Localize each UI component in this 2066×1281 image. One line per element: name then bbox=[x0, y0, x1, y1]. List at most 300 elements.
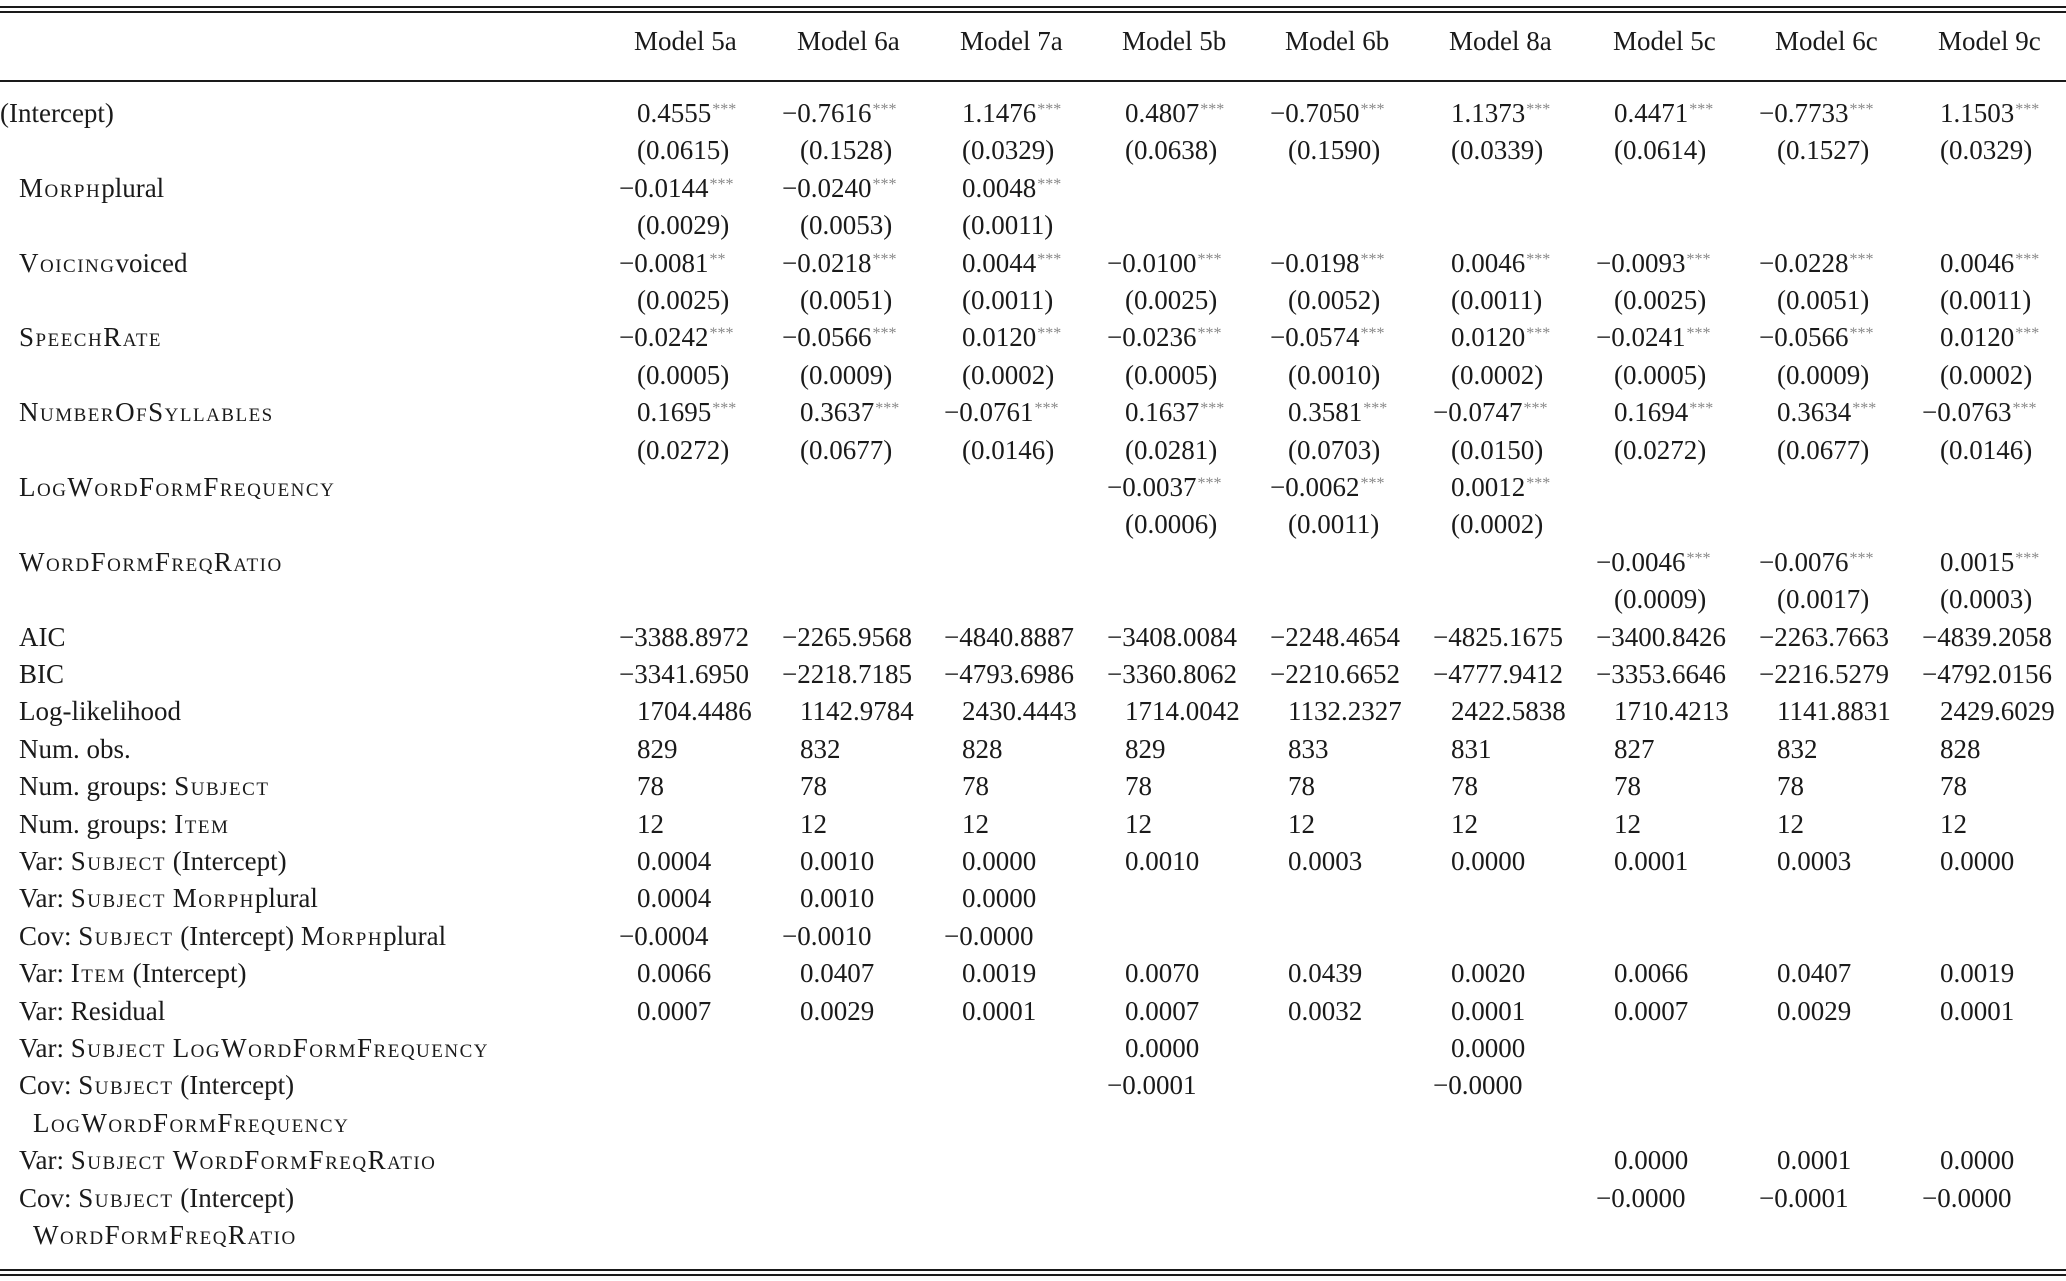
table-row-loglik bbox=[0, 696, 2066, 733]
cell-value: (0.0053) bbox=[800, 210, 893, 241]
table-cell bbox=[1596, 547, 1710, 578]
cell-value: (0.0614) bbox=[1614, 135, 1707, 166]
cell-value: −0.7733 bbox=[1759, 98, 1849, 128]
cell-value: 0.0001 bbox=[962, 995, 1037, 1026]
significance-stars: *** bbox=[1037, 175, 1062, 193]
cell-value: 1714.0042 bbox=[1125, 696, 1240, 727]
table-cell bbox=[1614, 696, 1729, 727]
cell-value: (0.0005) bbox=[1125, 359, 1218, 390]
cell-value: 0.0004 bbox=[637, 846, 712, 876]
row-label: Num. obs. bbox=[19, 733, 131, 764]
table-cell bbox=[800, 809, 827, 840]
table-cell bbox=[1451, 472, 1550, 503]
variable-name: Item bbox=[70, 958, 126, 989]
table-cell bbox=[1614, 435, 1706, 466]
cell-value: (0.0011) bbox=[1940, 285, 2032, 315]
table-cell bbox=[637, 285, 729, 316]
cell-value: (0.0051) bbox=[800, 285, 893, 315]
cell-value: 12 bbox=[1451, 808, 1478, 839]
significance-stars: *** bbox=[1037, 325, 1062, 343]
table-cell bbox=[1125, 435, 1217, 466]
table-row-cov-subj-ratio-cont bbox=[0, 1220, 2066, 1257]
significance-stars: *** bbox=[1526, 325, 1551, 343]
significance-stars: *** bbox=[2015, 250, 2040, 268]
table-cell bbox=[1107, 472, 1221, 503]
cell-value: 833 bbox=[1288, 733, 1329, 764]
column-header: Model 6b bbox=[1285, 26, 1390, 56]
table-cell bbox=[637, 958, 711, 989]
cell-value: −0.0242 bbox=[619, 322, 709, 353]
table-cell bbox=[800, 435, 892, 466]
variable-name: Subject bbox=[78, 920, 174, 951]
table-cell bbox=[637, 397, 736, 428]
table-cell bbox=[1777, 435, 1869, 466]
table-cell bbox=[800, 996, 874, 1027]
cell-value: 1132.2327 bbox=[1288, 696, 1402, 727]
cell-value: 78 bbox=[800, 771, 827, 802]
table-cell bbox=[962, 435, 1054, 466]
table-cell bbox=[800, 360, 892, 391]
table-cell bbox=[1125, 996, 1199, 1027]
cell-value: (0.0329) bbox=[962, 135, 1055, 166]
cell-value: 0.0012 bbox=[1451, 472, 1526, 502]
cell-value: 0.0007 bbox=[637, 995, 712, 1026]
cell-value: 0.0000 bbox=[1451, 1033, 1526, 1063]
label-text: Cov: bbox=[19, 1070, 79, 1101]
table-cell bbox=[1759, 322, 1873, 353]
table-cell bbox=[1614, 1145, 1688, 1176]
cell-value: −0.0000 bbox=[1433, 1070, 1523, 1101]
table-cell bbox=[1922, 622, 2052, 653]
header-rule bbox=[0, 80, 2066, 82]
cell-value: −0.0566 bbox=[782, 322, 872, 353]
cell-value: −0.0001 bbox=[1759, 1182, 1849, 1213]
table-cell bbox=[1777, 809, 1804, 840]
table-cell bbox=[1614, 958, 1688, 989]
cell-value: −4793.6986 bbox=[944, 659, 1074, 689]
cell-value: 0.3581 bbox=[1288, 397, 1363, 428]
cell-value: (0.0003) bbox=[1940, 584, 2033, 615]
top-rule-double bbox=[0, 11, 2066, 13]
cell-value: 0.0010 bbox=[1125, 846, 1200, 876]
cell-value: (0.0615) bbox=[637, 135, 730, 166]
variable-name: Subject bbox=[70, 1033, 166, 1063]
significance-stars: *** bbox=[1197, 250, 1222, 268]
significance-stars: *** bbox=[1523, 400, 1548, 418]
table-cell bbox=[619, 659, 749, 690]
table-cell bbox=[1125, 846, 1199, 877]
cell-value: (0.1527) bbox=[1777, 135, 1870, 166]
table-cell bbox=[962, 98, 1061, 129]
row-label bbox=[19, 397, 274, 428]
row-label: BIC bbox=[19, 659, 65, 689]
table-cell bbox=[1940, 696, 2055, 727]
table-cell bbox=[962, 210, 1053, 241]
cell-value: (0.0009) bbox=[1777, 359, 1870, 390]
table-cell bbox=[1125, 98, 1224, 129]
label-text: Var: bbox=[19, 1033, 71, 1063]
cell-value: 12 bbox=[1288, 808, 1315, 839]
cell-value: 78 bbox=[1125, 771, 1152, 802]
row-label bbox=[19, 472, 335, 503]
cell-value: −0.0566 bbox=[1759, 322, 1849, 353]
table-cell bbox=[1777, 584, 1869, 615]
table-cell bbox=[944, 397, 1058, 428]
table-cell bbox=[1777, 958, 1851, 989]
table-cell bbox=[782, 98, 896, 129]
cell-value: 0.0001 bbox=[1940, 995, 2015, 1026]
cell-value: (0.0006) bbox=[1125, 509, 1218, 540]
cell-value: −3341.6950 bbox=[619, 659, 749, 689]
variable-name: Voicing bbox=[19, 247, 116, 278]
cell-value: −0.0236 bbox=[1107, 322, 1197, 353]
row-label bbox=[19, 1070, 294, 1101]
table-row-bic bbox=[0, 659, 2066, 696]
variable-name: LogWordFormFrequency bbox=[172, 1033, 489, 1063]
table-cell bbox=[800, 958, 874, 989]
cell-value: −0.7616 bbox=[782, 98, 872, 128]
row-label bbox=[33, 1220, 297, 1251]
cell-value: −2263.7663 bbox=[1759, 621, 1889, 652]
cell-value: 0.0046 bbox=[1451, 247, 1526, 278]
cell-value: −0.0046 bbox=[1596, 546, 1686, 577]
table-cell bbox=[637, 734, 678, 765]
significance-stars: *** bbox=[1360, 250, 1385, 268]
table-cell bbox=[1433, 397, 1547, 428]
cell-value: 0.0007 bbox=[1125, 995, 1200, 1026]
table-cell bbox=[1940, 996, 2014, 1027]
table-cell bbox=[1288, 435, 1380, 466]
label-text: Num. groups: bbox=[19, 771, 175, 802]
cell-value: (0.1590) bbox=[1288, 135, 1381, 166]
cell-value: 0.0000 bbox=[962, 883, 1037, 914]
significance-stars: *** bbox=[1197, 475, 1222, 492]
table-row-groups-subject bbox=[0, 771, 2066, 808]
significance-stars: *** bbox=[1363, 400, 1388, 418]
table-cell bbox=[944, 622, 1074, 653]
table-row-intercept bbox=[0, 98, 2066, 135]
label-text: (Intercept) bbox=[173, 1070, 295, 1101]
cell-value: 0.0000 bbox=[1125, 1033, 1200, 1063]
cell-value: 828 bbox=[962, 733, 1003, 764]
significance-stars: *** bbox=[2015, 101, 2040, 118]
cell-value: 78 bbox=[1288, 771, 1315, 802]
table-cell bbox=[1451, 135, 1543, 166]
significance-stars: *** bbox=[1526, 101, 1551, 118]
table-cell bbox=[962, 248, 1061, 279]
table-row-syllables bbox=[0, 397, 2066, 434]
cell-value: 2429.6029 bbox=[1940, 696, 2055, 727]
column-header: Model 7a bbox=[960, 26, 1063, 56]
row-label bbox=[19, 1033, 489, 1064]
cell-value: 12 bbox=[962, 808, 989, 839]
table-cell bbox=[1777, 771, 1804, 802]
table-cell bbox=[800, 696, 914, 727]
cell-value: −0.0010 bbox=[782, 920, 872, 951]
cell-value: (0.0002) bbox=[1451, 509, 1544, 540]
table-cell bbox=[1777, 135, 1869, 166]
column-header: Model 6a bbox=[797, 26, 900, 56]
table-cell bbox=[1270, 322, 1384, 353]
table-cell bbox=[962, 883, 1036, 914]
significance-stars: *** bbox=[1686, 325, 1711, 343]
cell-value: 0.0066 bbox=[637, 958, 712, 989]
bottom-rule-double bbox=[0, 1274, 2066, 1276]
cell-value: (0.0052) bbox=[1288, 285, 1381, 315]
cell-value: 1704.4486 bbox=[637, 696, 752, 727]
row-label bbox=[19, 846, 287, 877]
significance-stars: *** bbox=[709, 175, 734, 193]
label-text: voiced bbox=[115, 247, 188, 278]
table-row-voicing-se bbox=[0, 285, 2066, 322]
table-cell bbox=[962, 360, 1054, 391]
cell-value: (0.0150) bbox=[1451, 434, 1544, 465]
table-row-logfreq bbox=[0, 472, 2066, 509]
table-cell bbox=[1451, 360, 1543, 391]
table-cell bbox=[1288, 958, 1362, 989]
table-cell bbox=[1288, 285, 1380, 316]
cell-value: −2216.5279 bbox=[1759, 659, 1889, 689]
cell-value: 831 bbox=[1451, 733, 1492, 764]
row-label: AIC bbox=[19, 621, 66, 652]
variable-name: Morph bbox=[300, 920, 384, 951]
table-cell bbox=[1596, 1183, 1685, 1214]
cell-value: (0.0025) bbox=[1125, 285, 1218, 315]
table-cell bbox=[1270, 98, 1384, 129]
cell-value: 827 bbox=[1614, 733, 1655, 764]
variable-name: Subject bbox=[70, 846, 166, 876]
table-cell bbox=[1940, 135, 2032, 166]
table-row-cov-subj-logfreq-cont bbox=[0, 1108, 2066, 1145]
variable-name: NumberOfSyllables bbox=[19, 397, 274, 428]
table-row-cov-subj-logfreq bbox=[0, 1070, 2066, 1107]
cell-value: (0.0703) bbox=[1288, 434, 1381, 465]
cell-value: (0.0011) bbox=[1288, 509, 1380, 540]
significance-stars: *** bbox=[709, 325, 734, 343]
table-cell bbox=[800, 135, 892, 166]
cell-value: 1.1503 bbox=[1940, 98, 2015, 128]
cell-value: 0.0407 bbox=[1777, 958, 1852, 989]
table-cell bbox=[1614, 996, 1688, 1027]
cell-value: 0.0001 bbox=[1451, 995, 1526, 1026]
cell-value: (0.0677) bbox=[1777, 434, 1870, 465]
significance-stars: *** bbox=[2012, 400, 2037, 418]
table-cell bbox=[1451, 958, 1525, 989]
table-cell bbox=[1614, 846, 1688, 877]
cell-value: 0.0003 bbox=[1288, 846, 1363, 876]
label-text bbox=[166, 1145, 173, 1175]
cell-value: 0.0000 bbox=[962, 846, 1037, 876]
cell-value: −3400.8426 bbox=[1596, 621, 1726, 652]
cell-value: 12 bbox=[800, 808, 827, 839]
table-cell bbox=[1596, 248, 1710, 279]
significance-stars: *** bbox=[1037, 101, 1062, 118]
cell-value: −0.0081 bbox=[619, 247, 709, 278]
significance-stars: *** bbox=[1034, 400, 1059, 418]
table-cell bbox=[1614, 135, 1706, 166]
table-row-var-residual bbox=[0, 996, 2066, 1033]
variable-name: Morph bbox=[19, 172, 102, 203]
cell-value: −0.0218 bbox=[782, 247, 872, 278]
cell-value: −3353.6646 bbox=[1596, 659, 1726, 689]
table-cell bbox=[1270, 472, 1384, 503]
variable-name: Subject bbox=[174, 771, 270, 802]
cell-value: 0.0070 bbox=[1125, 958, 1200, 989]
row-label bbox=[19, 1183, 294, 1214]
cell-value: 0.0003 bbox=[1777, 846, 1852, 876]
table-cell bbox=[962, 734, 1003, 765]
cell-value: 0.1637 bbox=[1125, 397, 1200, 428]
cell-value: 0.0020 bbox=[1451, 958, 1526, 989]
table-row-numobs bbox=[0, 734, 2066, 771]
significance-stars: *** bbox=[1360, 325, 1385, 343]
cell-value: −0.0761 bbox=[944, 397, 1034, 428]
label-text: Var: bbox=[19, 958, 71, 989]
table-cell bbox=[1614, 397, 1713, 428]
cell-value: (0.0146) bbox=[1940, 434, 2033, 465]
significance-stars: *** bbox=[2015, 325, 2040, 343]
cell-value: 0.0120 bbox=[1451, 322, 1526, 353]
cell-value: (0.0005) bbox=[637, 359, 730, 390]
table-cell bbox=[800, 771, 827, 802]
label-text bbox=[166, 1033, 173, 1063]
table-row-freqratio-se bbox=[0, 584, 2066, 621]
table-cell bbox=[1288, 771, 1315, 802]
table-cell bbox=[782, 322, 896, 353]
cell-value: −0.0100 bbox=[1107, 247, 1197, 278]
significance-stars: *** bbox=[712, 400, 737, 418]
cell-value: (0.0029) bbox=[637, 210, 730, 241]
label-text bbox=[166, 883, 173, 913]
row-label bbox=[19, 921, 446, 952]
cell-value: (0.0011) bbox=[1451, 285, 1543, 315]
table-cell bbox=[1940, 248, 2039, 279]
table-cell bbox=[619, 322, 733, 353]
cell-value: (0.0002) bbox=[1940, 359, 2033, 390]
cell-value: 0.0010 bbox=[800, 883, 875, 914]
significance-stars: *** bbox=[1852, 400, 1877, 418]
table-cell bbox=[637, 883, 711, 914]
cell-value: −0.0144 bbox=[619, 172, 709, 203]
table-cell bbox=[1107, 622, 1237, 653]
table-cell bbox=[1759, 659, 1889, 690]
table-cell bbox=[1614, 360, 1706, 391]
table-cell bbox=[1451, 435, 1543, 466]
table-cell bbox=[1451, 322, 1550, 353]
cell-value: (0.0329) bbox=[1940, 135, 2033, 166]
cell-value: (0.0272) bbox=[1614, 434, 1707, 465]
variable-name: Item bbox=[174, 808, 230, 839]
table-cell bbox=[619, 622, 749, 653]
cell-value: 12 bbox=[1614, 808, 1641, 839]
cell-value: 1.1476 bbox=[962, 98, 1037, 128]
table-row-var-item-int bbox=[0, 958, 2066, 995]
table-row-syllables-se bbox=[0, 435, 2066, 472]
cell-value: 0.0000 bbox=[1614, 1145, 1689, 1176]
table-cell bbox=[1125, 1033, 1199, 1064]
table-cell bbox=[962, 809, 989, 840]
cell-value: 0.0032 bbox=[1288, 995, 1363, 1026]
significance-stars: *** bbox=[872, 325, 897, 343]
cell-value: 0.0019 bbox=[1940, 958, 2015, 989]
table-cell bbox=[1777, 360, 1869, 391]
table-cell bbox=[1922, 1183, 2011, 1214]
row-label: Var: Residual bbox=[19, 995, 166, 1026]
table-cell bbox=[1759, 622, 1889, 653]
label-text: Cov: bbox=[19, 920, 79, 951]
cell-value: 1141.8831 bbox=[1777, 696, 1891, 727]
significance-stars: *** bbox=[1200, 400, 1225, 418]
table-cell bbox=[1451, 696, 1566, 727]
table-cell bbox=[1940, 322, 2039, 353]
significance-stars: *** bbox=[1849, 250, 1874, 268]
cell-value: (0.0005) bbox=[1614, 359, 1707, 390]
table-cell bbox=[782, 248, 896, 279]
cell-value: 829 bbox=[1125, 733, 1166, 764]
cell-value: −3360.8062 bbox=[1107, 659, 1237, 689]
table-cell bbox=[637, 696, 752, 727]
significance-stars: *** bbox=[1200, 101, 1225, 118]
row-label bbox=[19, 958, 247, 989]
cell-value: 0.0120 bbox=[1940, 322, 2015, 353]
table-row-var-subj-ratio bbox=[0, 1145, 2066, 1182]
cell-value: (0.0017) bbox=[1777, 584, 1870, 615]
significance-stars: *** bbox=[1526, 250, 1551, 268]
row-label bbox=[19, 1145, 436, 1176]
table-cell bbox=[1940, 809, 1967, 840]
significance-stars: *** bbox=[1360, 101, 1385, 118]
label-text: Var: bbox=[19, 883, 71, 914]
table-cell bbox=[1940, 360, 2032, 391]
cell-value: −4825.1675 bbox=[1433, 621, 1563, 652]
table-cell bbox=[1107, 248, 1221, 279]
cell-value: 78 bbox=[1451, 771, 1478, 802]
table-row-var-subj-int bbox=[0, 846, 2066, 883]
table-cell bbox=[637, 135, 729, 166]
row-label bbox=[19, 809, 229, 840]
table-cell bbox=[962, 173, 1061, 204]
table-cell bbox=[800, 210, 892, 241]
table-cell bbox=[637, 771, 664, 802]
cell-value: (0.0146) bbox=[962, 434, 1055, 465]
table-row-aic bbox=[0, 622, 2066, 659]
table-cell bbox=[1451, 734, 1492, 765]
cell-value: (0.0009) bbox=[800, 359, 893, 390]
table-row-speechrate bbox=[0, 322, 2066, 359]
row-label: (Intercept) bbox=[0, 98, 114, 128]
significance-stars: *** bbox=[875, 400, 900, 418]
table-cell bbox=[1125, 397, 1224, 428]
cell-value: (0.0002) bbox=[1451, 359, 1544, 390]
cell-value: −0.0001 bbox=[1107, 1070, 1197, 1101]
top-rule bbox=[0, 6, 2066, 8]
significance-stars: *** bbox=[2015, 549, 2040, 567]
table-cell bbox=[1288, 397, 1387, 428]
label-text: plural bbox=[101, 172, 165, 203]
table-cell bbox=[1614, 771, 1641, 802]
table-cell bbox=[782, 173, 896, 204]
cell-value: −4792.0156 bbox=[1922, 659, 2052, 689]
table-cell bbox=[1433, 622, 1563, 653]
significance-stars: *** bbox=[872, 101, 897, 118]
table-cell bbox=[1270, 659, 1400, 690]
cell-value: −0.0228 bbox=[1759, 247, 1849, 278]
cell-value: 0.0010 bbox=[800, 846, 875, 876]
cell-value: −4839.2058 bbox=[1922, 621, 2052, 652]
variable-name: LogWordFormFrequency bbox=[33, 1107, 350, 1138]
table-cell bbox=[800, 397, 899, 428]
table-cell bbox=[1125, 135, 1217, 166]
